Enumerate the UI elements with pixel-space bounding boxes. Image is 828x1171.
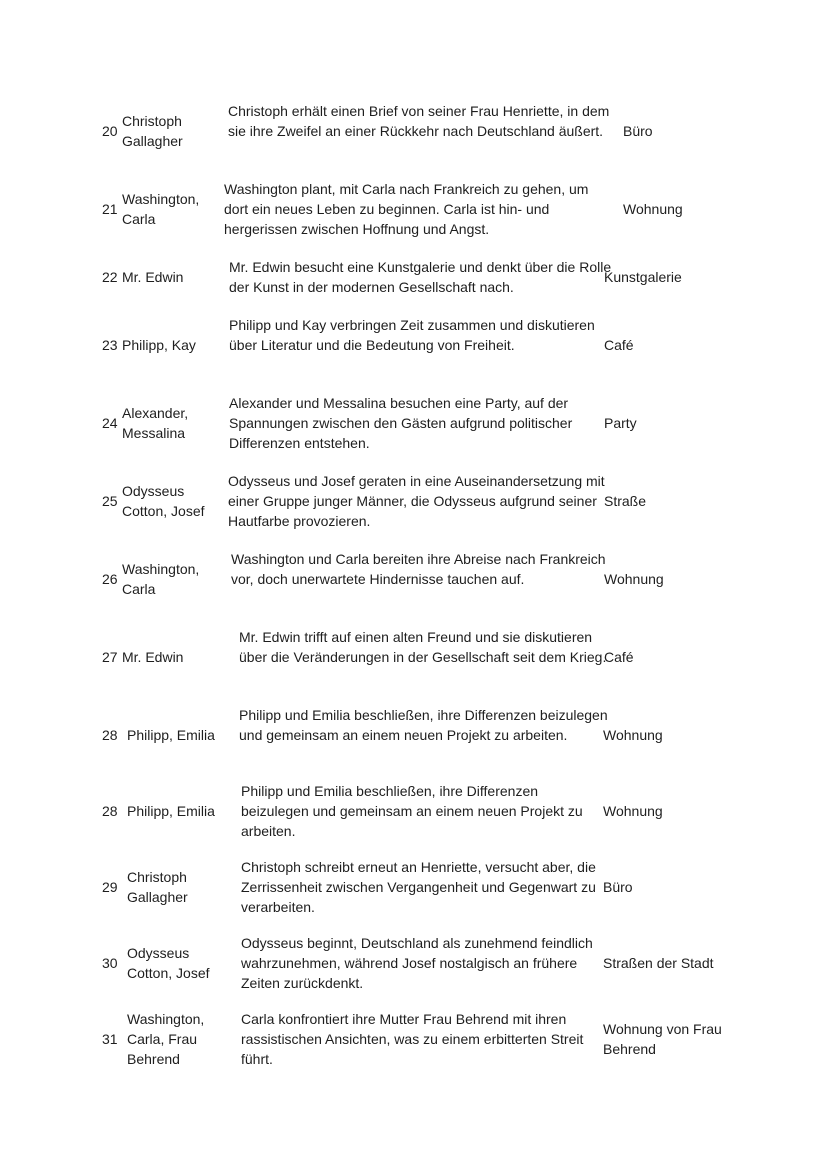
table-row <box>0 471 828 533</box>
scene-number: 21 <box>102 201 118 217</box>
scene-characters: Washington, Carla <box>122 191 200 227</box>
scene-description: Philipp und Emilia beschließen, ihre Differenzen beizulegen und gemeinsam an einem neuen Projekt zu arbeiten. <box>239 707 608 743</box>
scene-location: Wohnung <box>603 727 663 743</box>
table-row <box>0 627 828 689</box>
scene-description: Christoph erhält einen Brief von seiner Frau Henriette, in dem sie ihre Zweifel an einer Rückkehr nach Deutschland äußert. <box>228 103 610 139</box>
scene-number: 30 <box>102 955 118 971</box>
scene-description: Washington und Carla bereiten ihre Abreise nach Frankreich vor, doch unerwartete Hindernisse tauchen auf. <box>231 551 606 587</box>
scene-characters: Mr. Edwin <box>122 269 184 285</box>
scene-characters: Mr. Edwin <box>122 649 184 665</box>
scene-description: Christoph schreibt erneut an Henriette, versucht aber, die Zerrissenheit zwischen Vergangenheit und Gegenwart zu verarbeiten. <box>241 859 596 915</box>
table-row <box>0 257 828 299</box>
scene-description: Washington plant, mit Carla nach Frankreich zu gehen, um dort ein neues Leben zu beginnen. Carla ist hin- und hergerissen zwischen Hoffnung und Angst. <box>224 181 589 237</box>
scene-location: Straßen der Stadt <box>603 955 714 971</box>
scene-number: 28 <box>102 727 118 743</box>
table-row <box>0 781 828 843</box>
scene-number: 20 <box>102 123 118 139</box>
scene-number: 27 <box>102 649 118 665</box>
table-row <box>0 393 828 455</box>
scene-characters: Washington, Carla, Frau Behrend <box>127 1011 205 1067</box>
table-row <box>0 705 828 767</box>
scene-description: Odysseus beginnt, Deutschland als zunehmend feindlich wahrzunehmen, während Josef nostalgisch an frühere Zeiten zurückdenkt. <box>241 935 593 991</box>
scene-characters: Christoph Gallagher <box>122 113 183 149</box>
scene-number: 31 <box>102 1031 118 1047</box>
scene-location: Wohnung von Frau Behrend <box>603 1021 722 1057</box>
scene-number: 22 <box>102 269 118 285</box>
scene-characters: Christoph Gallagher <box>127 869 188 905</box>
scene-number: 29 <box>102 879 118 895</box>
scene-location: Café <box>604 337 634 353</box>
scene-description: Philipp und Emilia beschließen, ihre Differenzen beizulegen und gemeinsam an einem neuen Projekt zu arbeiten. <box>241 783 583 839</box>
scene-description: Philipp und Kay verbringen Zeit zusammen und diskutieren über Literatur und die Bedeutung von Freiheit. <box>229 317 595 353</box>
scene-characters: Philipp, Emilia <box>127 727 215 743</box>
table-row <box>0 933 828 995</box>
scene-number: 23 <box>102 337 118 353</box>
table-row <box>0 857 828 919</box>
scene-location: Café <box>604 649 634 665</box>
scene-location: Wohnung <box>603 803 663 819</box>
scene-location: Kunstgalerie <box>604 269 682 285</box>
scene-location: Wohnung <box>623 201 683 217</box>
scene-characters: Philipp, Emilia <box>127 803 215 819</box>
table-row <box>0 179 828 241</box>
scene-number: 28 <box>102 803 118 819</box>
scene-description: Carla konfrontiert ihre Mutter Frau Behrend mit ihren rassistischen Ansichten, was zu einem erbitterten Streit führt. <box>241 1011 584 1067</box>
scene-number: 26 <box>102 571 118 587</box>
scene-location: Wohnung <box>604 571 664 587</box>
scene-number: 24 <box>102 415 118 431</box>
table-row <box>0 549 828 611</box>
scene-location: Straße <box>604 493 647 509</box>
table-row <box>0 1009 828 1071</box>
scene-number: 25 <box>102 493 118 509</box>
scene-description: Alexander und Messalina besuchen eine Party, auf der Spannungen zwischen den Gästen aufgrund politischer Differenzen entstehen. <box>229 395 573 451</box>
scene-location: Büro <box>623 123 653 139</box>
scene-description: Mr. Edwin trifft auf einen alten Freund und sie diskutieren über die Veränderungen in der Gesellschaft seit dem Krieg. <box>239 629 607 665</box>
scene-characters: Philipp, Kay <box>122 337 196 353</box>
scene-description: Odysseus und Josef geraten in eine Auseinandersetzung mit einer Gruppe junger Männer, die Odysseus aufgrund seiner Hautfarbe provozieren. <box>228 473 605 529</box>
scene-location: Party <box>604 415 637 431</box>
scene-characters: Odysseus Cotton, Josef <box>127 945 210 981</box>
scene-characters: Alexander, Messalina <box>122 405 189 441</box>
table-row <box>0 101 828 163</box>
table-row <box>0 315 828 377</box>
scene-description: Mr. Edwin besucht eine Kunstgalerie und denkt über die Rolle der Kunst in der modernen Gesellschaft nach. <box>229 259 612 295</box>
scene-characters: Washington, Carla <box>122 561 200 597</box>
scene-characters: Odysseus Cotton, Josef <box>122 483 205 519</box>
scene-location: Büro <box>603 879 633 895</box>
